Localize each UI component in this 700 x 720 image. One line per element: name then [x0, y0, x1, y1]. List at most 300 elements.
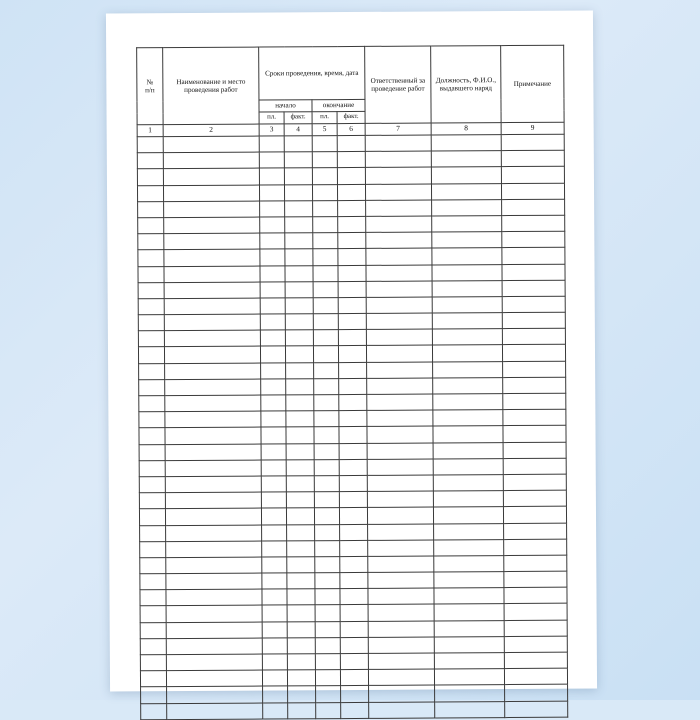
table-cell[interactable] — [431, 151, 501, 168]
table-cell[interactable] — [313, 346, 338, 362]
table-cell[interactable] — [139, 493, 165, 509]
table-cell[interactable] — [165, 508, 261, 525]
table-cell[interactable] — [433, 507, 503, 524]
table-cell[interactable] — [286, 427, 314, 443]
table-cell[interactable] — [262, 654, 287, 670]
table-cell[interactable] — [313, 265, 338, 281]
table-cell[interactable] — [286, 508, 314, 524]
table-cell[interactable] — [433, 475, 503, 492]
table-cell[interactable] — [165, 363, 261, 380]
table-cell[interactable] — [313, 281, 338, 297]
table-cell[interactable] — [366, 297, 432, 314]
table-cell[interactable] — [365, 167, 431, 184]
table-cell[interactable] — [338, 330, 366, 346]
table-cell[interactable] — [314, 476, 339, 492]
table-cell[interactable] — [365, 151, 431, 168]
table-cell[interactable] — [433, 361, 503, 378]
table-cell[interactable] — [286, 492, 314, 508]
table-cell[interactable] — [260, 330, 285, 346]
table-cell[interactable] — [433, 394, 503, 411]
table-cell[interactable] — [434, 555, 504, 572]
table-cell[interactable] — [164, 282, 260, 299]
table-cell[interactable] — [164, 233, 260, 250]
table-cell[interactable] — [313, 314, 338, 330]
table-cell[interactable] — [434, 588, 504, 605]
table-cell[interactable] — [367, 475, 433, 492]
table-cell[interactable] — [340, 670, 368, 686]
table-cell[interactable] — [315, 654, 340, 670]
table-cell[interactable] — [315, 540, 340, 556]
table-cell[interactable] — [314, 411, 339, 427]
table-cell[interactable] — [432, 280, 502, 297]
table-cell[interactable] — [259, 136, 284, 152]
table-cell[interactable] — [431, 135, 501, 152]
table-cell[interactable] — [340, 637, 368, 653]
table-cell[interactable] — [435, 685, 505, 702]
table-cell[interactable] — [259, 152, 284, 168]
table-cell[interactable] — [339, 508, 367, 524]
table-cell[interactable] — [164, 217, 260, 234]
table-cell[interactable] — [431, 167, 501, 184]
table-cell[interactable] — [339, 459, 367, 475]
table-cell[interactable] — [313, 217, 338, 233]
table-cell[interactable] — [262, 622, 287, 638]
table-cell[interactable] — [432, 216, 502, 233]
table-cell[interactable] — [284, 136, 312, 152]
table-cell[interactable] — [263, 686, 288, 702]
table-cell[interactable] — [340, 605, 368, 621]
table-cell[interactable] — [261, 460, 286, 476]
table-cell[interactable] — [504, 668, 567, 685]
table-cell[interactable] — [163, 136, 259, 153]
table-cell[interactable] — [432, 329, 502, 346]
table-cell[interactable] — [339, 427, 367, 443]
table-cell[interactable] — [286, 411, 314, 427]
table-cell[interactable] — [312, 136, 337, 152]
table-cell[interactable] — [432, 248, 502, 265]
table-cell[interactable] — [366, 216, 432, 233]
table-cell[interactable] — [367, 459, 433, 476]
table-cell[interactable] — [338, 346, 366, 362]
table-cell[interactable] — [312, 152, 337, 168]
table-cell[interactable] — [366, 248, 432, 265]
table-cell[interactable] — [338, 297, 366, 313]
table-cell[interactable] — [338, 233, 366, 249]
table-cell[interactable] — [138, 250, 164, 266]
table-cell[interactable] — [138, 266, 164, 282]
table-cell[interactable] — [339, 378, 367, 394]
table-cell[interactable] — [338, 281, 366, 297]
table-cell[interactable] — [337, 184, 365, 200]
table-cell[interactable] — [368, 524, 434, 541]
table-cell[interactable] — [367, 378, 433, 395]
table-cell[interactable] — [288, 686, 316, 702]
table-cell[interactable] — [339, 443, 367, 459]
table-cell[interactable] — [138, 282, 164, 298]
table-cell[interactable] — [262, 605, 287, 621]
table-cell[interactable] — [285, 346, 313, 362]
table-cell[interactable] — [166, 589, 262, 606]
table-cell[interactable] — [287, 589, 315, 605]
table-cell[interactable] — [139, 460, 165, 476]
table-cell[interactable] — [367, 443, 433, 460]
table-cell[interactable] — [166, 670, 262, 687]
table-cell[interactable] — [315, 524, 340, 540]
table-cell[interactable] — [285, 298, 313, 314]
table-cell[interactable] — [165, 492, 261, 509]
table-cell[interactable] — [501, 150, 564, 167]
table-cell[interactable] — [502, 296, 565, 313]
table-cell[interactable] — [165, 444, 261, 461]
table-cell[interactable] — [140, 638, 166, 654]
table-cell[interactable] — [262, 557, 287, 573]
table-cell[interactable] — [368, 621, 434, 638]
table-cell[interactable] — [365, 135, 431, 152]
table-cell[interactable] — [368, 637, 434, 654]
table-cell[interactable] — [260, 346, 285, 362]
table-cell[interactable] — [285, 217, 313, 233]
table-cell[interactable] — [315, 621, 340, 637]
table-cell[interactable] — [505, 685, 568, 702]
table-cell[interactable] — [140, 655, 166, 671]
table-cell[interactable] — [337, 135, 365, 151]
table-cell[interactable] — [260, 217, 285, 233]
table-cell[interactable] — [139, 509, 165, 525]
table-cell[interactable] — [141, 687, 167, 703]
table-cell[interactable] — [313, 233, 338, 249]
table-cell[interactable] — [166, 622, 262, 639]
table-cell[interactable] — [286, 476, 314, 492]
table-cell[interactable] — [339, 394, 367, 410]
table-cell[interactable] — [338, 313, 366, 329]
table-cell[interactable] — [339, 411, 367, 427]
table-cell[interactable] — [261, 492, 286, 508]
table-cell[interactable] — [367, 426, 433, 443]
table-cell[interactable] — [369, 685, 435, 702]
table-cell[interactable] — [339, 475, 367, 491]
table-cell[interactable] — [366, 200, 432, 217]
table-cell[interactable] — [260, 298, 285, 314]
table-cell[interactable] — [140, 671, 166, 687]
table-cell[interactable] — [340, 653, 368, 669]
table-cell[interactable] — [287, 621, 315, 637]
table-cell[interactable] — [502, 264, 565, 281]
table-cell[interactable] — [433, 442, 503, 459]
table-cell[interactable] — [166, 638, 262, 655]
table-cell[interactable] — [140, 622, 166, 638]
table-cell[interactable] — [502, 231, 565, 248]
table-cell[interactable] — [340, 572, 368, 588]
table-cell[interactable] — [338, 216, 366, 232]
table-cell[interactable] — [433, 491, 503, 508]
table-cell[interactable] — [502, 312, 565, 329]
table-cell[interactable] — [286, 443, 314, 459]
table-cell[interactable] — [368, 653, 434, 670]
table-cell[interactable] — [315, 573, 340, 589]
table-cell[interactable] — [433, 458, 503, 475]
table-cell[interactable] — [260, 282, 285, 298]
table-cell[interactable] — [337, 168, 365, 184]
table-cell[interactable] — [505, 701, 568, 718]
table-cell[interactable] — [165, 411, 261, 428]
table-cell[interactable] — [366, 265, 432, 282]
table-cell[interactable] — [287, 638, 315, 654]
table-cell[interactable] — [366, 345, 432, 362]
table-cell[interactable] — [503, 474, 566, 491]
table-cell[interactable] — [433, 377, 503, 394]
table-cell[interactable] — [261, 395, 286, 411]
table-cell[interactable] — [139, 412, 165, 428]
table-cell[interactable] — [139, 477, 165, 493]
table-cell[interactable] — [285, 265, 313, 281]
table-cell[interactable] — [503, 442, 566, 459]
table-cell[interactable] — [340, 540, 368, 556]
table-cell[interactable] — [502, 199, 565, 216]
table-cell[interactable] — [284, 152, 312, 168]
table-cell[interactable] — [368, 669, 434, 686]
table-cell[interactable] — [315, 589, 340, 605]
table-cell[interactable] — [262, 670, 287, 686]
table-cell[interactable] — [502, 215, 565, 232]
table-cell[interactable] — [166, 525, 262, 542]
table-cell[interactable] — [504, 652, 567, 669]
table-cell[interactable] — [504, 620, 567, 637]
table-cell[interactable] — [432, 345, 502, 362]
table-cell[interactable] — [313, 200, 338, 216]
table-cell[interactable] — [434, 523, 504, 540]
table-cell[interactable] — [261, 427, 286, 443]
table-cell[interactable] — [164, 249, 260, 266]
table-cell[interactable] — [434, 539, 504, 556]
table-cell[interactable] — [341, 702, 369, 718]
table-cell[interactable] — [367, 491, 433, 508]
table-cell[interactable] — [503, 409, 566, 426]
table-cell[interactable] — [368, 540, 434, 557]
table-cell[interactable] — [287, 573, 315, 589]
table-cell[interactable] — [285, 249, 313, 265]
table-cell[interactable] — [503, 426, 566, 443]
table-cell[interactable] — [316, 702, 341, 718]
table-cell[interactable] — [504, 636, 567, 653]
table-cell[interactable] — [164, 201, 260, 218]
table-cell[interactable] — [138, 299, 164, 315]
table-cell[interactable] — [140, 541, 166, 557]
table-cell[interactable] — [366, 329, 432, 346]
table-cell[interactable] — [139, 379, 165, 395]
table-cell[interactable] — [315, 637, 340, 653]
table-cell[interactable] — [287, 540, 315, 556]
table-cell[interactable] — [139, 396, 165, 412]
table-cell[interactable] — [503, 507, 566, 524]
table-cell[interactable] — [137, 185, 163, 201]
table-cell[interactable] — [314, 492, 339, 508]
table-cell[interactable] — [340, 621, 368, 637]
table-cell[interactable] — [140, 606, 166, 622]
table-cell[interactable] — [263, 702, 288, 718]
table-cell[interactable] — [314, 508, 339, 524]
table-cell[interactable] — [287, 557, 315, 573]
table-cell[interactable] — [285, 200, 313, 216]
table-cell[interactable] — [433, 410, 503, 427]
table-row[interactable] — [141, 701, 568, 720]
table-cell[interactable] — [166, 557, 262, 574]
table-cell[interactable] — [503, 361, 566, 378]
table-cell[interactable] — [261, 508, 286, 524]
table-cell[interactable] — [166, 605, 262, 622]
table-cell[interactable] — [261, 411, 286, 427]
table-cell[interactable] — [366, 232, 432, 249]
table-cell[interactable] — [140, 525, 166, 541]
table-cell[interactable] — [285, 314, 313, 330]
table-cell[interactable] — [164, 346, 260, 363]
table-cell[interactable] — [432, 199, 502, 216]
table-cell[interactable] — [140, 574, 166, 590]
table-cell[interactable] — [287, 605, 315, 621]
table-cell[interactable] — [313, 330, 338, 346]
table-cell[interactable] — [313, 249, 338, 265]
table-cell[interactable] — [366, 313, 432, 330]
table-cell[interactable] — [367, 394, 433, 411]
table-cell[interactable] — [314, 378, 339, 394]
table-cell[interactable] — [284, 184, 312, 200]
table-cell[interactable] — [138, 347, 164, 363]
table-cell[interactable] — [340, 589, 368, 605]
table-cell[interactable] — [165, 476, 261, 493]
table-cell[interactable] — [139, 444, 165, 460]
table-cell[interactable] — [262, 541, 287, 557]
table-cell[interactable] — [137, 169, 163, 185]
table-cell[interactable] — [260, 201, 285, 217]
table-cell[interactable] — [503, 490, 566, 507]
table-cell[interactable] — [287, 654, 315, 670]
table-cell[interactable] — [502, 248, 565, 265]
table-cell[interactable] — [260, 249, 285, 265]
table-cell[interactable] — [502, 280, 565, 297]
table-cell[interactable] — [141, 703, 167, 719]
table-cell[interactable] — [434, 620, 504, 637]
table-cell[interactable] — [288, 702, 316, 718]
table-cell[interactable] — [261, 363, 286, 379]
table-cell[interactable] — [504, 523, 567, 540]
table-cell[interactable] — [138, 234, 164, 250]
table-cell[interactable] — [164, 266, 260, 283]
table-cell[interactable] — [368, 588, 434, 605]
table-cell[interactable] — [504, 604, 567, 621]
table-cell[interactable] — [138, 331, 164, 347]
table-cell[interactable] — [140, 590, 166, 606]
table-cell[interactable] — [369, 702, 435, 719]
table-cell[interactable] — [367, 507, 433, 524]
table-cell[interactable] — [502, 328, 565, 345]
table-cell[interactable] — [314, 427, 339, 443]
table-cell[interactable] — [340, 524, 368, 540]
table-cell[interactable] — [504, 587, 567, 604]
table-cell[interactable] — [167, 686, 263, 703]
table-cell[interactable] — [164, 298, 260, 315]
table-cell[interactable] — [165, 379, 261, 396]
table-cell[interactable] — [434, 604, 504, 621]
table-cell[interactable] — [314, 459, 339, 475]
table-cell[interactable] — [315, 670, 340, 686]
table-cell[interactable] — [287, 524, 315, 540]
table-cell[interactable] — [140, 558, 166, 574]
table-cell[interactable] — [312, 184, 337, 200]
table-cell[interactable] — [138, 201, 164, 217]
table-cell[interactable] — [286, 362, 314, 378]
table-cell[interactable] — [262, 589, 287, 605]
table-cell[interactable] — [260, 233, 285, 249]
table-cell[interactable] — [138, 315, 164, 331]
table-cell[interactable] — [503, 393, 566, 410]
table-cell[interactable] — [504, 555, 567, 572]
table-cell[interactable] — [163, 185, 259, 202]
table-cell[interactable] — [286, 459, 314, 475]
table-cell[interactable] — [338, 265, 366, 281]
table-cell[interactable] — [261, 443, 286, 459]
table-cell[interactable] — [260, 265, 285, 281]
table-cell[interactable] — [164, 314, 260, 331]
table-cell[interactable] — [504, 571, 567, 588]
table-cell[interactable] — [368, 572, 434, 589]
table-cell[interactable] — [259, 184, 284, 200]
table-cell[interactable] — [501, 167, 564, 184]
table-cell[interactable] — [166, 573, 262, 590]
table-cell[interactable] — [166, 541, 262, 558]
table-cell[interactable] — [434, 669, 504, 686]
table-cell[interactable] — [339, 492, 367, 508]
table-cell[interactable] — [285, 330, 313, 346]
table-cell[interactable] — [286, 395, 314, 411]
table-cell[interactable] — [435, 701, 505, 718]
table-cell[interactable] — [314, 395, 339, 411]
table-cell[interactable] — [434, 636, 504, 653]
table-cell[interactable] — [432, 232, 502, 249]
table-cell[interactable] — [501, 183, 564, 200]
table-cell[interactable] — [313, 297, 338, 313]
table-cell[interactable] — [365, 184, 431, 201]
table-cell[interactable] — [314, 443, 339, 459]
table-cell[interactable] — [501, 134, 564, 151]
table-cell[interactable] — [503, 458, 566, 475]
table-cell[interactable] — [262, 524, 287, 540]
table-cell[interactable] — [166, 654, 262, 671]
table-cell[interactable] — [137, 153, 163, 169]
table-cell[interactable] — [367, 362, 433, 379]
table-cell[interactable] — [284, 168, 312, 184]
table-cell[interactable] — [260, 314, 285, 330]
table-cell[interactable] — [315, 556, 340, 572]
table-cell[interactable] — [503, 377, 566, 394]
table-cell[interactable] — [137, 137, 163, 153]
table-cell[interactable] — [432, 264, 502, 281]
table-cell[interactable] — [432, 296, 502, 313]
table-cell[interactable] — [163, 168, 259, 185]
table-cell[interactable] — [314, 362, 339, 378]
table-cell[interactable] — [287, 670, 315, 686]
table-cell[interactable] — [434, 572, 504, 589]
table-cell[interactable] — [502, 345, 565, 362]
table-cell[interactable] — [338, 200, 366, 216]
table-cell[interactable] — [139, 363, 165, 379]
table-cell[interactable] — [164, 330, 260, 347]
table-cell[interactable] — [433, 426, 503, 443]
table-cell[interactable] — [165, 395, 261, 412]
table-cell[interactable] — [338, 249, 366, 265]
table-cell[interactable] — [261, 476, 286, 492]
table-cell[interactable] — [312, 168, 337, 184]
table-cell[interactable] — [167, 703, 263, 720]
table-cell[interactable] — [315, 605, 340, 621]
